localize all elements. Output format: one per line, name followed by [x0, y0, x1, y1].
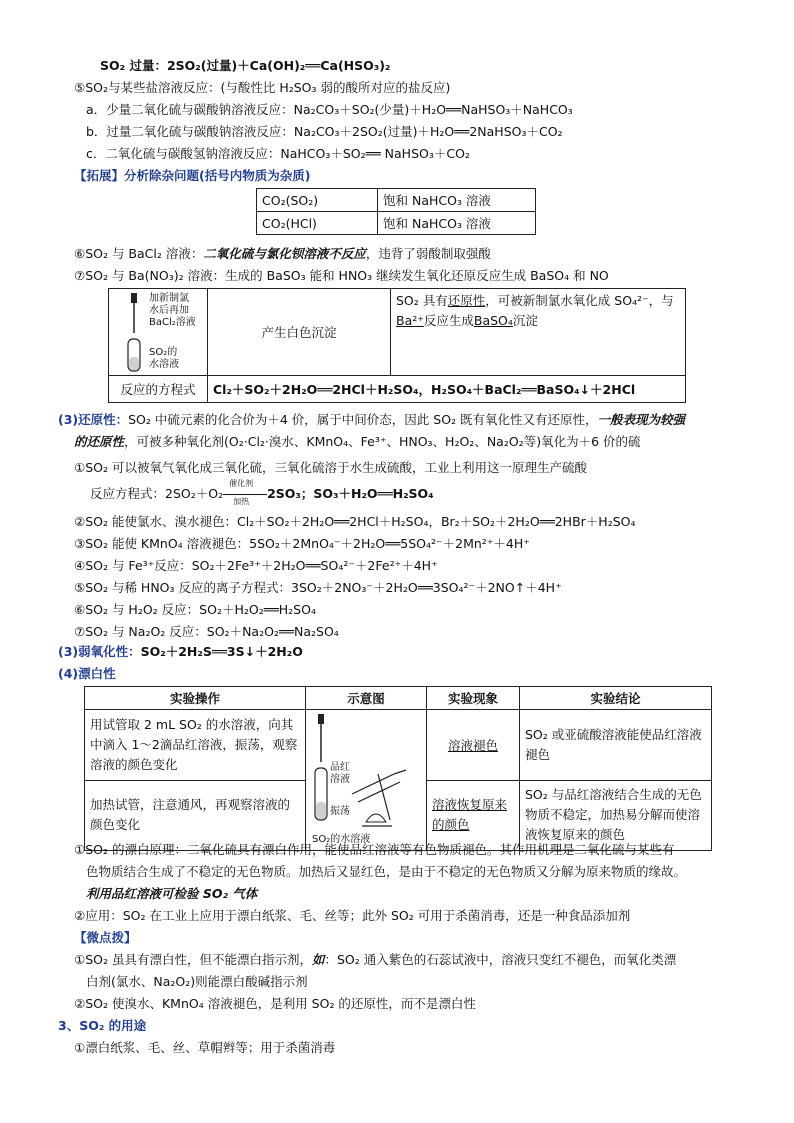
- impurity-table: [256, 188, 536, 235]
- weak-oxidizing-line: [58, 642, 303, 662]
- reducing-line-1: [58, 410, 685, 430]
- operation-cell: 加热试管，注意通风，再观察溶液的颜色变化: [85, 780, 306, 851]
- reducing-emphasis: 一般表现为较强: [597, 412, 686, 427]
- reducing-text: SO₂ 中硫元素的化合价为＋4 价，属于中间价态，因此 SO₂ 既有氧化性又有还原性，: [128, 412, 598, 427]
- diagram-label: 水溶液: [149, 359, 179, 370]
- explain-underline: BaSO₄: [473, 313, 513, 328]
- table-row: [257, 189, 536, 212]
- explain-text: 反应生成: [423, 313, 474, 328]
- point-text: ①SO₂ 虽具有漂白性，但不能漂白指示剂，: [74, 952, 312, 967]
- reducing-item-4: ④SO₂ 与 Fe³⁺反应：SO₂＋2Fe³⁺＋2H₂O══SO₄²⁻＋2Fe²⁺＋4H⁺: [74, 558, 438, 573]
- explain-text: ，可被新制氯水氧化成 SO₄²⁻，与: [485, 293, 674, 308]
- bacl2-pre: ⑥SO₂ 与 BaCl₂ 溶液：: [74, 246, 204, 261]
- equation-text: 反应方程式：2SO₂＋O₂: [90, 486, 224, 501]
- table-row: [85, 710, 712, 781]
- phenomenon-cell: 溶液恢复原来的颜色: [427, 780, 520, 851]
- operation-cell: 用试管取 2 mL SO₂ 的水溶液，向其中滴入 1～2滴品红溶液，振荡，观察溶液的颜色变化: [85, 710, 306, 781]
- explain-underline: 还原性: [447, 293, 486, 308]
- diagram-label: 加新制氯: [149, 293, 189, 304]
- diagram-label: 溶液: [330, 774, 350, 785]
- impurity-cell: CO₂(HCl): [257, 212, 378, 235]
- explain-text: 沉淀: [512, 313, 538, 328]
- diagram-label: 品红: [330, 762, 350, 773]
- reducing-item-1-equation: [90, 478, 434, 506]
- reducing-title: (3)还原性：: [58, 412, 129, 427]
- reducing-emphasis: 的还原性: [74, 434, 125, 449]
- table-header-row: [85, 687, 712, 710]
- bleach-apparatus-diagram: [306, 710, 416, 850]
- salt-reaction-heading: ⑤SO₂与某些盐溶液反应：(与酸性比 H₂SO₃ 弱的酸所对应的盐反应): [74, 80, 451, 95]
- reducing-item-3: ③SO₂ 能使 KMnO₄ 溶液褪色：5SO₂＋2MnO₄⁻＋2H₂O══5SO₄²⁻＋2Mn²⁺＋4H⁺: [74, 536, 530, 551]
- point-2: ②SO₂ 使溴水、KMnO₄ 溶液褪色，是利用 SO₂ 的还原性，而不是漂白性: [74, 996, 476, 1011]
- diagram-label: SO₂的水溶液: [312, 834, 371, 845]
- application-line: ②应用：SO₂ 在工业上应用于漂白纸浆、毛、丝等；此外 SO₂ 可用于杀菌消毒，还是一种食品添加剂: [74, 908, 631, 923]
- conclusion-cell: SO₂ 或亚硫酸溶液能使品红溶液褪色: [520, 710, 712, 781]
- explain-text: SO₂ 具有: [396, 293, 448, 308]
- bano3-line: ⑦SO₂ 与 Ba(NO₃)₂ 溶液：生成的 BaSO₃ 能和 HNO₃ 继续发生氧化还原反应生成 BaSO₄ 和 NO: [74, 268, 609, 283]
- conclusion-cell: SO₂ 与品红溶液结合生成的无色物质不稳定，加热易分解而使溶液恢复原来的颜色: [520, 780, 712, 851]
- table-row: [257, 212, 536, 235]
- equation-label-cell: 反应的方程式: [109, 376, 208, 403]
- experiment-diagram-cell: [109, 289, 208, 376]
- reaction-b: b．过量二氧化硫与碳酸钠溶液反应：Na₂CO₃＋2SO₂(过量)＋H₂O══2NaHSO₃＋CO₂: [86, 124, 563, 139]
- bacl2-post: ，违背了弱酸制取强酸: [365, 246, 491, 261]
- bleach-table: [84, 686, 712, 851]
- reagent-cell: 饱和 NaHCO₃ 溶液: [378, 212, 536, 235]
- reducing-item-2: ②SO₂ 能使氯水、溴水褪色：Cl₂＋SO₂＋2H₂O══2HCl＋H₂SO₄，Br₂＋SO₂＋2H₂O══2HBr＋H₂SO₄: [74, 514, 636, 529]
- table-row: [109, 376, 686, 403]
- phenomenon-cell: 溶液褪色: [427, 710, 520, 781]
- extension-heading: 【拓展】分析除杂问题(括号内物质为杂质): [74, 168, 311, 183]
- reducing-text: ，可被多种氧化剂(O₂·Cl₂·溴水、KMnO₄、Fe³⁺、HNO₃、H₂O₂、Na₂O₂等)氧化为＋6 价的硫: [124, 434, 641, 449]
- reaction-a: a．少量二氧化硫与碳酸钠溶液反应：Na₂CO₃＋SO₂(少量)＋H₂O══NaHSO₃＋NaHCO₃: [86, 102, 573, 117]
- weak-ox-equation: SO₂＋2H₂S══3S↓＋2H₂O: [140, 644, 303, 659]
- bacl2-line: [74, 244, 491, 264]
- diagram-label: SO₂的: [149, 347, 178, 358]
- reducing-line-2: [74, 432, 641, 452]
- point-text: ：SO₂ 通入紫色的石蕊试液中，溶液只变红不褪色，而氧化类漂: [324, 952, 677, 967]
- header-conclusion: 实验结论: [520, 687, 712, 710]
- point-1-line-2: 白剂(氯水、Na₂O₂)则能漂白酸碱指示剂: [86, 974, 308, 989]
- reducing-item-5: ⑤SO₂ 与稀 HNO₃ 反应的离子方程式：3SO₂＋2NO₃⁻＋2H₂O══3SO₄²⁻＋2NO↑＋4H⁺: [74, 580, 562, 595]
- catalyst-arrow: [223, 478, 267, 506]
- reducing-item-6: ⑥SO₂ 与 H₂O₂ 反应：SO₂＋H₂O₂══H₂SO₄: [74, 602, 316, 617]
- point-1-line-1: [74, 950, 676, 970]
- point-emphasis: 如: [311, 952, 325, 967]
- header-diagram: 示意图: [306, 687, 427, 710]
- reducing-item-7: ⑦SO₂ 与 Na₂O₂ 反应：SO₂＋Na₂O₂══Na₂SO₄: [74, 624, 339, 639]
- bleach-title: (4)漂白性: [58, 666, 116, 681]
- points-title: 【微点拨】: [74, 930, 137, 945]
- diagram-label: 振荡: [330, 806, 350, 817]
- catalyst-label: 催化剂: [229, 478, 254, 488]
- so2-excess-eq: SO₂ 过量：2SO₂(过量)＋Ca(OH)₂══Ca(HSO₃)₂: [100, 58, 391, 73]
- bacl2-emphasis: 二氧化硫与氯化钡溶液不反应: [203, 246, 366, 261]
- equation-text: 2SO₃；SO₃＋H₂O══H₂SO₄: [267, 486, 434, 501]
- explain-underline: Ba²⁺: [396, 313, 424, 328]
- principle-line-1: ①SO₂ 的漂白原理：二氧化硫具有漂白作用，能使品红溶液等有色物质褪色。其作用机理是二氧化硫与某些有: [74, 842, 675, 857]
- header-operation: 实验操作: [85, 687, 306, 710]
- header-phenomenon: 实验现象: [427, 687, 520, 710]
- reagent-cell: 饱和 NaHCO₃ 溶液: [378, 189, 536, 212]
- impurity-cell: CO₂(SO₂): [257, 189, 378, 212]
- weak-ox-title: (3)弱氧化性：: [58, 644, 141, 659]
- reaction-c: c．二氧化硫与碳酸氢钠溶液反应：NaHCO₃＋SO₂══ NaHSO₃＋CO₂: [86, 146, 470, 161]
- heat-label: 加热: [233, 496, 250, 506]
- principle-line-2: 色物质结合生成了不稳定的无色物质。加热后又显红色，是由于不稳定的无色物质又分解为原来物质的缘故。: [86, 864, 687, 879]
- principle-line-3: 利用品红溶液可检验 SO₂ 气体: [86, 886, 258, 901]
- table-row: [109, 289, 686, 376]
- explanation-cell: [391, 289, 686, 376]
- uses-item-1: ①漂白纸浆、毛、丝、草帽辫等；用于杀菌消毒: [74, 1040, 336, 1055]
- bleach-diagram-cell: [306, 710, 427, 851]
- reducing-item-1: ①SO₂ 可以被氧气氧化成三氧化硫，三氧化硫溶于水生成硫酸，工业上利用这一原理生产硫酸: [74, 460, 587, 475]
- phenomenon-cell: 产生白色沉淀: [208, 289, 391, 376]
- diagram-label: BaCl₂溶液: [149, 317, 196, 328]
- experiment-table-1: [108, 288, 686, 403]
- equation-cell: Cl₂＋SO₂＋2H₂O══2HCl＋H₂SO₄，H₂SO₄＋BaCl₂══BaSO₄↓＋2HCl: [208, 376, 686, 403]
- diagram-label: 水后再加: [149, 305, 189, 316]
- uses-title: 3、SO₂ 的用途: [58, 1018, 147, 1033]
